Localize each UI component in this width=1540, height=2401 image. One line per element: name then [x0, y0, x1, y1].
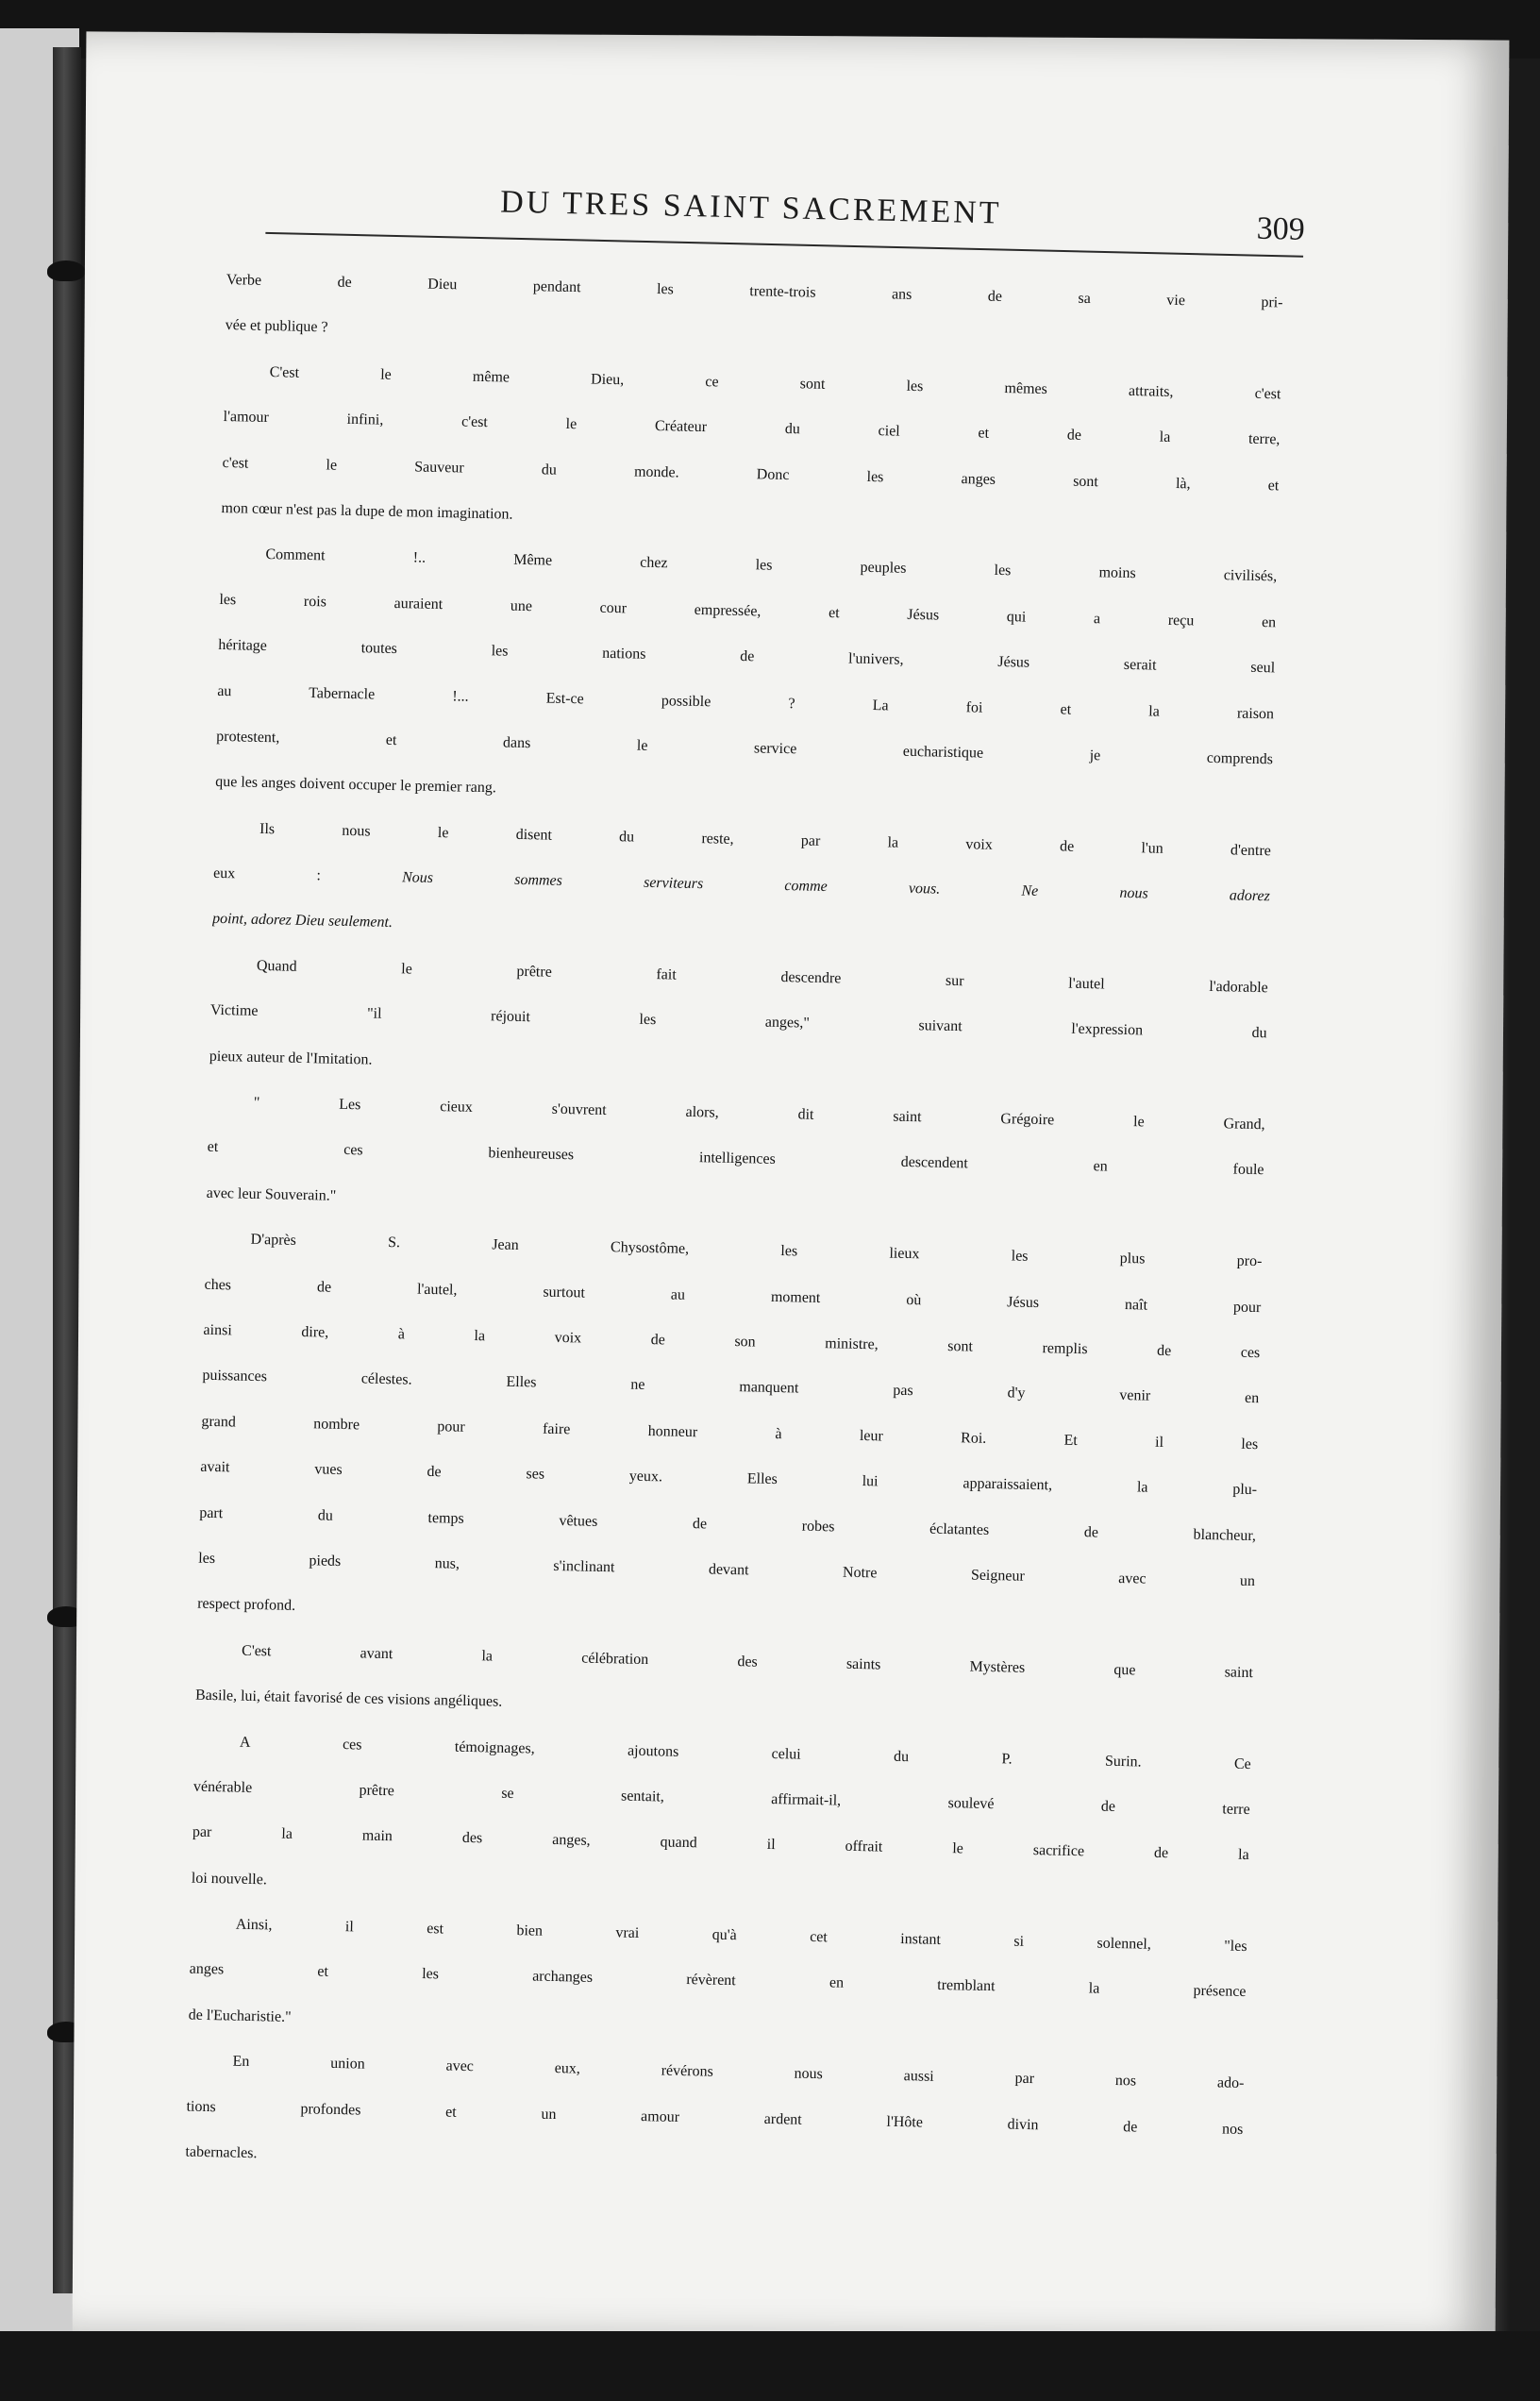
line-text: les pieds nus, s'inclinant devant Notre Seigneur avec un	[198, 1550, 1256, 1590]
line-text: D'après S. Jean Chysostôme, les lieux les plus pro-	[250, 1232, 1263, 1270]
line-text: En union avec eux, révérons nous aussi par nos ado-	[232, 2053, 1245, 2092]
line-italic-text: point, adorez Dieu seulement.	[211, 911, 393, 932]
line-text: au Tabernacle !... Est-ce possible ? La foi et la raison	[217, 682, 1275, 722]
line-text: Basile, lui, était favorisé de ces visions angéliques.	[194, 1687, 503, 1710]
line-text: protestent, et dans le service eucharistique je comprends	[216, 728, 1274, 768]
line-text: vénérable prêtre se sentait, affirmait-il, soulevé de terre	[192, 1778, 1250, 1818]
line-text: puissances célestes. Elles ne manquent pas d'y venir en	[202, 1368, 1260, 1407]
line-text: grand nombre pour faire honneur à leur Roi. Et il les	[201, 1413, 1259, 1452]
line-text: que les anges doivent occuper le premier rang.	[215, 774, 496, 797]
line-text: tabernacles.	[185, 2143, 258, 2162]
scan-bottom-border	[0, 2331, 1540, 2401]
line-text: pieux auteur de l'Imitation.	[209, 1048, 373, 1068]
line-text: tions profondes et un amour ardent l'Hôte divin de nos	[186, 2098, 1244, 2138]
line-text: de l'Eucharistie."	[188, 2006, 292, 2025]
running-head: DU TRES SAINT SACREMENT	[499, 184, 1002, 231]
line-text: eux :	[212, 865, 403, 886]
line-text: mon cœur n'est pas la dupe de mon imagination.	[221, 499, 513, 523]
line-text: " Les cieux s'ouvrent alors, dit saint Grégoire le Grand,	[253, 1094, 1265, 1133]
line-text: Verbe de Dieu pendant les trente-trois ans de sa vie pri-	[226, 272, 1283, 311]
line-text: A ces témoignages, ajoutons celui du P. Surin. Ce	[239, 1734, 1251, 1772]
line-text: respect profond.	[197, 1595, 296, 1615]
line-text: Victime "il réjouit les anges," suivant l'expression du	[209, 1002, 1267, 1042]
line-text: par la main des anges, quand il offrait le sacrifice de la	[192, 1823, 1249, 1864]
line-text: et ces bienheureuses intelligences descendent en foule	[207, 1139, 1264, 1179]
line-text: anges et les archanges révèrent en tremblant la présence	[189, 1961, 1247, 2001]
line-text: avait vues de ses yeux. Elles lui apparaissaient, la plu-	[200, 1458, 1258, 1499]
line-text: loi nouvelle.	[191, 1870, 268, 1889]
line-text: Ainsi, il est bien vrai qu'à cet instant si solennel, "les	[235, 1916, 1247, 1956]
line-text: C'est avant la célébration des saints Mystères que saint	[241, 1642, 1254, 1681]
line-text: Comment !.. Même chez les peuples les moins civilisés,	[265, 546, 1278, 585]
line-text: l'amour infini, c'est le Créateur du ciel et de la terre,	[223, 409, 1281, 448]
line-text: vée et publique ?	[225, 317, 328, 336]
binding-stitch	[47, 260, 85, 281]
line-text: part du temps vêtues de robes éclatantes de blancheur,	[199, 1504, 1257, 1544]
body-text	[185, 272, 1283, 2212]
line-text: ainsi dire, à la voix de son ministre, sont remplis de ces	[203, 1321, 1261, 1362]
line-text: héritage toutes les nations de l'univers, Jésus serait seul	[218, 637, 1276, 677]
page-number: 309	[1256, 210, 1306, 247]
line-text: avec leur Souverain."	[206, 1184, 337, 1204]
line-text: ches de l'autel, surtout au moment où Jésus naît pour	[204, 1276, 1262, 1316]
line-text: C'est le même Dieu, ce sont les mêmes attraits, c'est	[269, 363, 1281, 403]
line-text: Quand le prêtre fait descendre sur l'autel l'adorable	[256, 957, 1268, 997]
line-italic-text: Nous sommes serviteurs comme vous. Ne nous adorez	[401, 869, 1271, 905]
line-text: les rois auraient une cour empressée, et Jésus qui a reçu en	[219, 591, 1277, 631]
line-text: Ils nous le disent du reste, par la voix de l'un d'entre	[259, 820, 1272, 859]
line-text: c'est le Sauveur du monde. Donc les anges sont là, et	[222, 454, 1280, 494]
